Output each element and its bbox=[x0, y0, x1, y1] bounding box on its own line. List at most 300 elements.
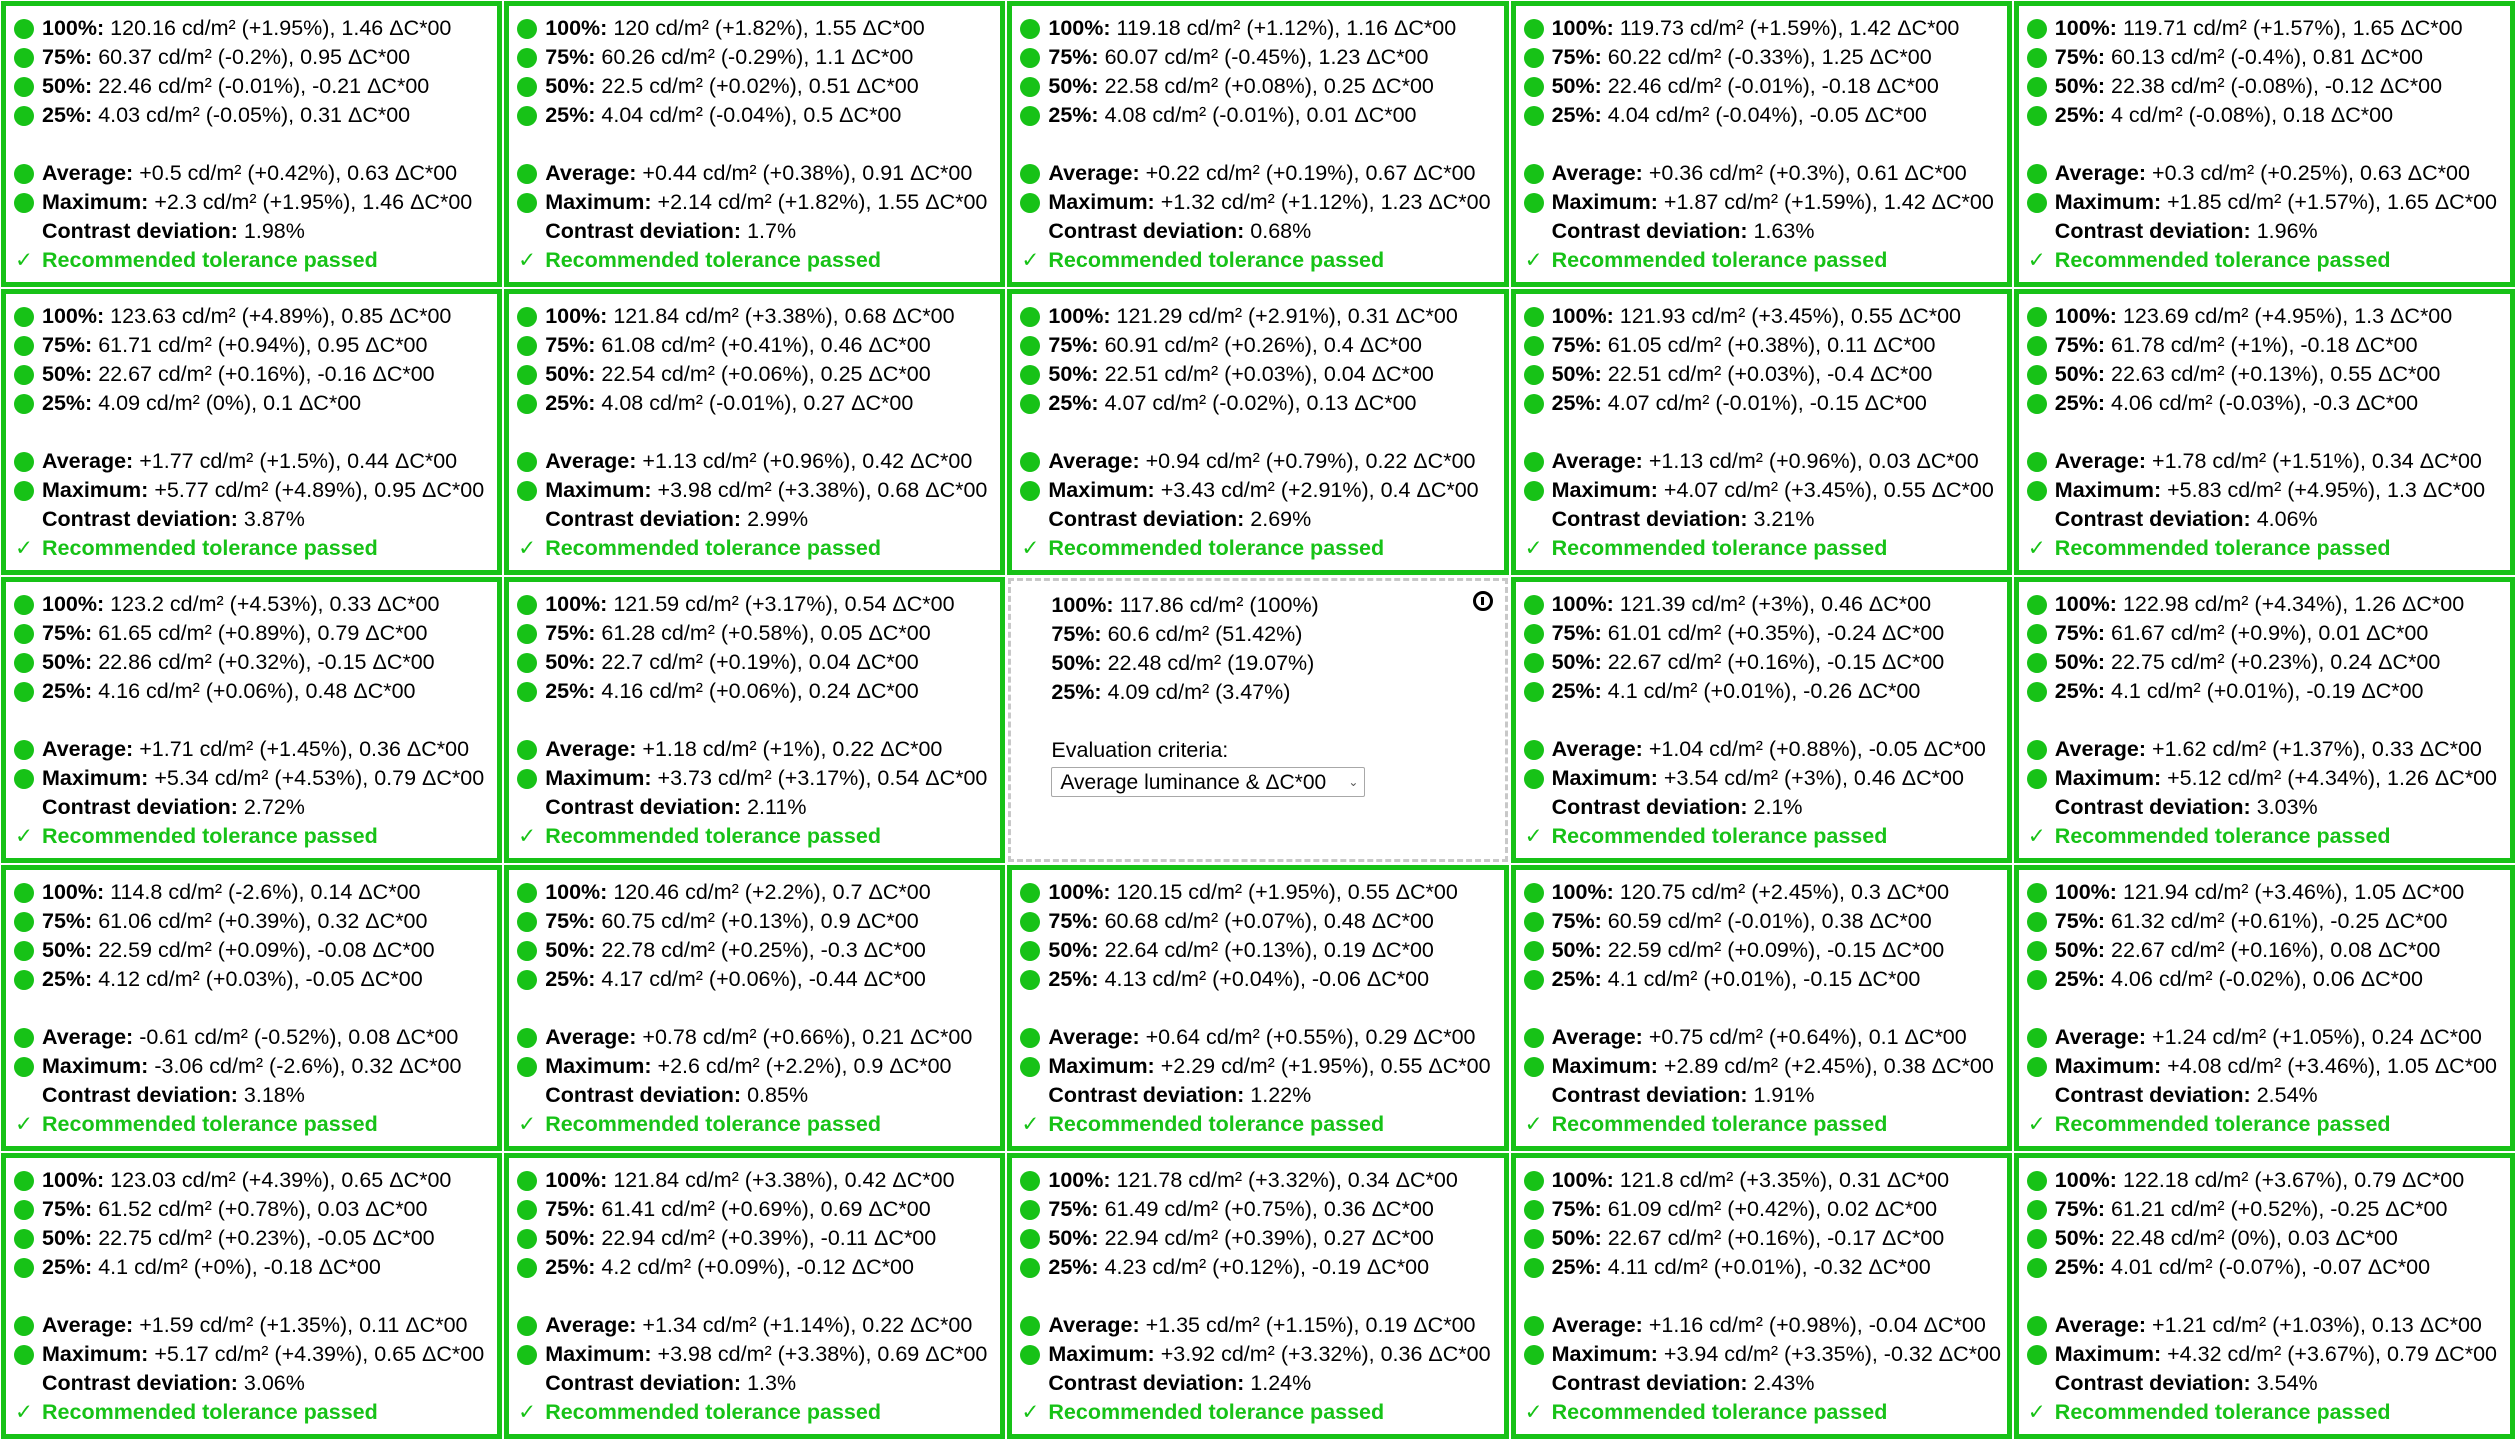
value-50: 22.38 cd/m² (-0.08%), -0.12 ΔC*00 bbox=[2111, 74, 2443, 98]
label-50: 50%: bbox=[1048, 74, 1099, 98]
label-50: 50%: bbox=[1551, 362, 1602, 386]
value-average: +1.13 cd/m² (+0.96%), 0.03 ΔC*00 bbox=[1648, 449, 1979, 473]
line-100 bbox=[517, 878, 990, 907]
label-100: 100%: bbox=[1051, 593, 1114, 617]
value-contrast: 1.7% bbox=[747, 219, 797, 243]
checkmark-icon: ✓ bbox=[518, 248, 537, 272]
line-average bbox=[1524, 1023, 1997, 1052]
line-100 bbox=[14, 878, 487, 907]
value-50: 22.46 cd/m² (-0.01%), -0.21 ΔC*00 bbox=[98, 74, 430, 98]
line-25 bbox=[1524, 389, 1997, 418]
line-result bbox=[2027, 1110, 2500, 1139]
checkmark-icon: ✓ bbox=[1021, 1400, 1040, 1424]
value-75: 61.41 cd/m² (+0.69%), 0.69 ΔC*00 bbox=[601, 1197, 931, 1221]
label-50: 50%: bbox=[2054, 1226, 2105, 1250]
line-50 bbox=[14, 72, 487, 101]
green-dot-icon bbox=[2027, 740, 2047, 760]
label-contrast: Contrast deviation: bbox=[42, 1371, 238, 1395]
line-25 bbox=[2027, 101, 2500, 130]
line-contrast bbox=[1524, 793, 1997, 822]
line-average bbox=[1020, 447, 1493, 476]
label-maximum: Maximum: bbox=[42, 190, 149, 214]
green-dot-icon bbox=[1524, 19, 1544, 39]
label-75: 75%: bbox=[42, 333, 93, 357]
measurement-cell bbox=[1511, 1, 2012, 287]
value-100: 114.8 cd/m² (-2.6%), 0.14 ΔC*00 bbox=[110, 880, 421, 904]
green-dot-icon bbox=[14, 307, 34, 327]
green-dot-icon bbox=[517, 1258, 537, 1278]
line-75 bbox=[14, 331, 487, 360]
value-50: 22.51 cd/m² (+0.03%), -0.4 ΔC*00 bbox=[1607, 362, 1933, 386]
green-dot-icon bbox=[14, 595, 34, 615]
result-passed: Recommended tolerance passed bbox=[42, 1400, 378, 1424]
label-75: 75%: bbox=[1551, 333, 1602, 357]
line-maximum bbox=[517, 1052, 990, 1081]
value-75: 61.67 cd/m² (+0.9%), 0.01 ΔC*00 bbox=[2111, 621, 2429, 645]
label-75: 75%: bbox=[545, 909, 596, 933]
green-dot-icon bbox=[1020, 1200, 1040, 1220]
result-passed: Recommended tolerance passed bbox=[1551, 1112, 1888, 1136]
criteria-select-wrap bbox=[1051, 765, 1492, 797]
value-50: 22.67 cd/m² (+0.16%), -0.17 ΔC*00 bbox=[1607, 1226, 1945, 1250]
line-75 bbox=[1524, 907, 1997, 936]
value-100: 121.8 cd/m² (+3.35%), 0.31 ΔC*00 bbox=[1619, 1168, 1950, 1192]
label-contrast: Contrast deviation: bbox=[1048, 1083, 1245, 1107]
line-average bbox=[517, 1311, 990, 1340]
value-average: +0.36 cd/m² (+0.3%), 0.61 ΔC*00 bbox=[1648, 161, 1967, 185]
label-75: 75%: bbox=[1551, 909, 1602, 933]
line-75 bbox=[517, 907, 990, 936]
label-25: 25%: bbox=[1048, 103, 1099, 127]
label-average: Average: bbox=[1048, 161, 1140, 185]
green-dot-icon bbox=[1020, 48, 1040, 68]
result-passed: Recommended tolerance passed bbox=[42, 1112, 378, 1136]
line-contrast bbox=[517, 1081, 990, 1110]
green-dot-icon bbox=[1524, 481, 1544, 501]
line-contrast bbox=[1020, 1081, 1493, 1110]
label-contrast: Contrast deviation: bbox=[1551, 507, 1748, 531]
green-dot-icon bbox=[14, 336, 34, 356]
value-25: 4.07 cd/m² (-0.01%), -0.15 ΔC*00 bbox=[1607, 391, 1927, 415]
line-25 bbox=[1020, 965, 1493, 994]
line-50 bbox=[517, 1224, 990, 1253]
green-dot-icon bbox=[1020, 452, 1040, 472]
label-25: 25%: bbox=[2054, 391, 2105, 415]
line-result bbox=[1020, 1398, 1493, 1427]
measurement-cell bbox=[504, 1153, 1005, 1439]
label-average: Average: bbox=[2054, 161, 2147, 185]
value-50: 22.54 cd/m² (+0.06%), 0.25 ΔC*00 bbox=[601, 362, 931, 386]
green-dot-icon bbox=[1524, 365, 1544, 385]
label-average: Average: bbox=[2054, 1313, 2147, 1337]
green-dot-icon bbox=[1020, 365, 1040, 385]
line-contrast bbox=[14, 1369, 487, 1398]
ref-line-75 bbox=[1051, 620, 1492, 649]
measurement-cell bbox=[2014, 1153, 2515, 1439]
line-maximum bbox=[14, 476, 487, 505]
label-maximum: Maximum: bbox=[42, 478, 149, 502]
green-dot-icon bbox=[1524, 48, 1544, 68]
criteria-label-line bbox=[1051, 736, 1492, 765]
green-dot-icon bbox=[1524, 452, 1544, 472]
value-contrast: 3.06% bbox=[243, 1371, 305, 1395]
line-result bbox=[517, 822, 990, 851]
label-100: 100%: bbox=[545, 1168, 608, 1192]
value-25: 4.06 cd/m² (-0.03%), -0.3 ΔC*00 bbox=[2111, 391, 2419, 415]
measurement-cell bbox=[504, 865, 1005, 1151]
green-dot-icon bbox=[14, 912, 34, 932]
line-50 bbox=[1020, 936, 1493, 965]
value-50: 22.67 cd/m² (+0.16%), -0.16 ΔC*00 bbox=[98, 362, 435, 386]
value-contrast: 2.1% bbox=[1753, 795, 1803, 819]
label-25: 25%: bbox=[545, 391, 596, 415]
line-25 bbox=[517, 965, 990, 994]
green-dot-icon bbox=[1524, 970, 1544, 990]
label-25: 25%: bbox=[1048, 967, 1099, 991]
green-dot-icon bbox=[2027, 164, 2047, 184]
label-50: 50%: bbox=[545, 1226, 596, 1250]
value-maximum: +1.32 cd/m² (+1.12%), 1.23 ΔC*00 bbox=[1160, 190, 1491, 214]
value-100: 121.84 cd/m² (+3.38%), 0.42 ΔC*00 bbox=[613, 1168, 955, 1192]
green-dot-icon bbox=[1020, 1258, 1040, 1278]
value-25: 4.07 cd/m² (-0.02%), 0.13 ΔC*00 bbox=[1104, 391, 1417, 415]
green-dot-icon bbox=[517, 653, 537, 673]
label-average: Average: bbox=[42, 737, 134, 761]
value-contrast: 3.03% bbox=[2256, 795, 2318, 819]
green-dot-icon bbox=[2027, 77, 2047, 97]
line-50 bbox=[2027, 936, 2500, 965]
value-75: 61.52 cd/m² (+0.78%), 0.03 ΔC*00 bbox=[98, 1197, 428, 1221]
line-100 bbox=[2027, 14, 2500, 43]
green-dot-icon bbox=[517, 394, 537, 414]
label-75: 75%: bbox=[1551, 45, 1602, 69]
green-dot-icon bbox=[14, 970, 34, 990]
line-75 bbox=[14, 907, 487, 936]
label-25: 25%: bbox=[42, 679, 93, 703]
green-dot-icon bbox=[1020, 19, 1040, 39]
green-dot-icon bbox=[2027, 19, 2047, 39]
value-25: 4.09 cd/m² (0%), 0.1 ΔC*00 bbox=[98, 391, 362, 415]
green-dot-icon bbox=[14, 740, 34, 760]
line-25 bbox=[1020, 1253, 1493, 1282]
label-25: 25%: bbox=[1551, 391, 1602, 415]
line-50 bbox=[517, 648, 990, 677]
green-dot-icon bbox=[1020, 1316, 1040, 1336]
green-dot-icon bbox=[517, 164, 537, 184]
value-maximum: +2.3 cd/m² (+1.95%), 1.46 ΔC*00 bbox=[154, 190, 473, 214]
value-100: 121.94 cd/m² (+3.46%), 1.05 ΔC*00 bbox=[2122, 880, 2465, 904]
value-25: 4.03 cd/m² (-0.05%), 0.31 ΔC*00 bbox=[98, 103, 411, 127]
label-average: Average: bbox=[42, 161, 134, 185]
line-result bbox=[14, 1110, 487, 1139]
label-75: 75%: bbox=[1551, 1197, 1602, 1221]
result-passed: Recommended tolerance passed bbox=[1551, 536, 1888, 560]
value-contrast: 3.18% bbox=[243, 1083, 305, 1107]
line-contrast bbox=[2027, 1369, 2500, 1398]
line-contrast bbox=[517, 793, 990, 822]
green-dot-icon bbox=[1020, 481, 1040, 501]
line-100 bbox=[14, 14, 487, 43]
label-contrast: Contrast deviation: bbox=[545, 1371, 742, 1395]
green-dot-icon bbox=[1020, 164, 1040, 184]
label-50: 50%: bbox=[2054, 74, 2105, 98]
label-maximum: Maximum: bbox=[545, 1054, 652, 1078]
line-average bbox=[2027, 1023, 2500, 1052]
green-dot-icon bbox=[1020, 336, 1040, 356]
line-maximum bbox=[14, 188, 487, 217]
value-average: +0.3 cd/m² (+0.25%), 0.63 ΔC*00 bbox=[2152, 161, 2470, 185]
label-contrast: Contrast deviation: bbox=[545, 795, 742, 819]
line-75 bbox=[1020, 43, 1493, 72]
green-dot-icon bbox=[1524, 653, 1544, 673]
label-75: 75%: bbox=[1051, 622, 1102, 646]
line-result bbox=[14, 246, 487, 275]
label-maximum: Maximum: bbox=[1048, 1342, 1155, 1366]
line-25 bbox=[14, 1253, 487, 1282]
green-dot-icon bbox=[517, 19, 537, 39]
green-dot-icon bbox=[1524, 941, 1544, 961]
measurement-cell bbox=[1, 1153, 502, 1439]
value-100: 121.59 cd/m² (+3.17%), 0.54 ΔC*00 bbox=[613, 592, 955, 616]
label-75: 75%: bbox=[545, 621, 596, 645]
line-100 bbox=[517, 590, 990, 619]
line-100 bbox=[1524, 14, 1997, 43]
value-100: 121.78 cd/m² (+3.32%), 0.34 ΔC*00 bbox=[1116, 1168, 1458, 1192]
label-25: 25%: bbox=[545, 1255, 596, 1279]
value-contrast: 4.06% bbox=[2256, 507, 2318, 531]
value-average: -0.61 cd/m² (-0.52%), 0.08 ΔC*00 bbox=[139, 1025, 459, 1049]
line-50 bbox=[2027, 72, 2500, 101]
measurement-cell bbox=[504, 577, 1005, 863]
line-75 bbox=[2027, 907, 2500, 936]
label-average: Average: bbox=[545, 1313, 637, 1337]
value-25: 4 cd/m² (-0.08%), 0.18 ΔC*00 bbox=[2111, 103, 2394, 127]
value-25: 4.06 cd/m² (-0.02%), 0.06 ΔC*00 bbox=[2111, 967, 2423, 991]
green-dot-icon bbox=[14, 682, 34, 702]
value-25: 4.11 cd/m² (+0.01%), -0.32 ΔC*00 bbox=[1607, 1255, 1931, 1279]
green-dot-icon bbox=[517, 941, 537, 961]
value-75: 60.22 cd/m² (-0.33%), 1.25 ΔC*00 bbox=[1607, 45, 1932, 69]
line-maximum bbox=[2027, 1340, 2500, 1369]
label-contrast: Contrast deviation: bbox=[1551, 1371, 1748, 1395]
value-100: 123.2 cd/m² (+4.53%), 0.33 ΔC*00 bbox=[110, 592, 440, 616]
line-100 bbox=[1020, 878, 1493, 907]
line-result bbox=[517, 534, 990, 563]
value-25: 4.23 cd/m² (+0.12%), -0.19 ΔC*00 bbox=[1104, 1255, 1430, 1279]
line-100 bbox=[517, 14, 990, 43]
green-dot-icon bbox=[14, 77, 34, 97]
value-100: 120.16 cd/m² (+1.95%), 1.46 ΔC*00 bbox=[110, 16, 452, 40]
checkmark-icon: ✓ bbox=[518, 1400, 537, 1424]
green-dot-icon bbox=[517, 452, 537, 472]
green-dot-icon bbox=[517, 77, 537, 97]
checkmark-icon: ✓ bbox=[518, 824, 537, 848]
value-contrast: 1.24% bbox=[1250, 1371, 1312, 1395]
line-maximum bbox=[1524, 476, 1997, 505]
label-contrast: Contrast deviation: bbox=[1048, 1371, 1245, 1395]
checkmark-icon: ✓ bbox=[2027, 1112, 2046, 1136]
checkmark-icon: ✓ bbox=[1021, 1112, 1040, 1136]
value-contrast: 2.99% bbox=[747, 507, 809, 531]
line-average bbox=[517, 735, 990, 764]
line-50 bbox=[1524, 648, 1997, 677]
value-75: 60.37 cd/m² (-0.2%), 0.95 ΔC*00 bbox=[98, 45, 411, 69]
value-average: +1.59 cd/m² (+1.35%), 0.11 ΔC*00 bbox=[139, 1313, 468, 1337]
label-contrast: Contrast deviation: bbox=[2054, 1371, 2251, 1395]
label-100: 100%: bbox=[42, 1168, 105, 1192]
label-25: 25%: bbox=[1048, 391, 1099, 415]
label-average: Average: bbox=[42, 449, 134, 473]
value-maximum: +5.12 cd/m² (+4.34%), 1.26 ΔC*00 bbox=[2167, 766, 2497, 790]
info-icon[interactable] bbox=[1473, 591, 1493, 611]
result-passed: Recommended tolerance passed bbox=[545, 248, 881, 272]
ref-value-75: 60.6 cd/m² (51.42%) bbox=[1107, 622, 1303, 646]
green-dot-icon bbox=[517, 1316, 537, 1336]
green-dot-icon bbox=[2027, 1200, 2047, 1220]
line-50 bbox=[517, 360, 990, 389]
value-average: +0.44 cd/m² (+0.38%), 0.91 ΔC*00 bbox=[642, 161, 973, 185]
result-passed: Recommended tolerance passed bbox=[1551, 248, 1888, 272]
green-dot-icon bbox=[1020, 1345, 1040, 1365]
line-75 bbox=[14, 619, 487, 648]
measurement-cell bbox=[1511, 865, 2012, 1151]
value-maximum: +2.29 cd/m² (+1.95%), 0.55 ΔC*00 bbox=[1160, 1054, 1491, 1078]
checkmark-icon: ✓ bbox=[1021, 248, 1040, 272]
line-result bbox=[1524, 1110, 1997, 1139]
label-maximum: Maximum: bbox=[2054, 766, 2162, 790]
value-contrast: 3.21% bbox=[1753, 507, 1815, 531]
line-25 bbox=[517, 677, 990, 706]
green-dot-icon bbox=[1524, 1316, 1544, 1336]
green-dot-icon bbox=[517, 1229, 537, 1249]
measurement-cell bbox=[2014, 289, 2515, 575]
line-result bbox=[14, 534, 487, 563]
line-100 bbox=[2027, 590, 2500, 619]
label-100: 100%: bbox=[1551, 16, 1614, 40]
label-maximum: Maximum: bbox=[1551, 190, 1658, 214]
value-contrast: 1.96% bbox=[2256, 219, 2318, 243]
measurement-cell bbox=[1511, 1153, 2012, 1439]
value-maximum: +1.85 cd/m² (+1.57%), 1.65 ΔC*00 bbox=[2167, 190, 2497, 214]
label-75: 75%: bbox=[42, 621, 93, 645]
green-dot-icon bbox=[517, 365, 537, 385]
line-result bbox=[2027, 534, 2500, 563]
value-25: 4.1 cd/m² (+0.01%), -0.26 ΔC*00 bbox=[1607, 679, 1921, 703]
label-50: 50%: bbox=[2054, 938, 2105, 962]
green-dot-icon bbox=[2027, 452, 2047, 472]
line-average bbox=[14, 159, 487, 188]
value-50: 22.67 cd/m² (+0.16%), 0.08 ΔC*00 bbox=[2111, 938, 2441, 962]
value-75: 61.65 cd/m² (+0.89%), 0.79 ΔC*00 bbox=[98, 621, 428, 645]
label-contrast: Contrast deviation: bbox=[1551, 795, 1748, 819]
green-dot-icon bbox=[14, 1229, 34, 1249]
label-maximum: Maximum: bbox=[1048, 190, 1155, 214]
green-dot-icon bbox=[14, 941, 34, 961]
value-maximum: +4.07 cd/m² (+3.45%), 0.55 ΔC*00 bbox=[1663, 478, 1994, 502]
label-maximum: Maximum: bbox=[1551, 478, 1658, 502]
line-contrast bbox=[517, 217, 990, 246]
green-dot-icon bbox=[517, 1028, 537, 1048]
checkmark-icon: ✓ bbox=[1524, 824, 1543, 848]
line-75 bbox=[1020, 331, 1493, 360]
value-contrast: 2.43% bbox=[1753, 1371, 1815, 1395]
value-contrast: 2.72% bbox=[243, 795, 305, 819]
green-dot-icon bbox=[1524, 1229, 1544, 1249]
value-maximum: -3.06 cd/m² (-2.6%), 0.32 ΔC*00 bbox=[154, 1054, 462, 1078]
measurement-cell bbox=[1511, 577, 2012, 863]
line-25 bbox=[2027, 1253, 2500, 1282]
green-dot-icon bbox=[1524, 164, 1544, 184]
value-average: +1.35 cd/m² (+1.15%), 0.19 ΔC*00 bbox=[1145, 1313, 1476, 1337]
label-100: 100%: bbox=[545, 880, 608, 904]
green-dot-icon bbox=[1524, 1171, 1544, 1191]
label-25: 25%: bbox=[545, 967, 596, 991]
label-average: Average: bbox=[2054, 737, 2147, 761]
green-dot-icon bbox=[14, 106, 34, 126]
label-average: Average: bbox=[1551, 1025, 1643, 1049]
line-50 bbox=[14, 936, 487, 965]
line-75 bbox=[2027, 43, 2500, 72]
green-dot-icon bbox=[2027, 193, 2047, 213]
label-25: 25%: bbox=[42, 103, 93, 127]
value-maximum: +5.77 cd/m² (+4.89%), 0.95 ΔC*00 bbox=[154, 478, 485, 502]
evaluation-criteria-select[interactable] bbox=[1051, 767, 1365, 797]
value-25: 4.1 cd/m² (+0%), -0.18 ΔC*00 bbox=[98, 1255, 381, 1279]
label-50: 50%: bbox=[545, 938, 596, 962]
green-dot-icon bbox=[1524, 394, 1544, 414]
value-100: 122.18 cd/m² (+3.67%), 0.79 ΔC*00 bbox=[2122, 1168, 2465, 1192]
value-contrast: 2.54% bbox=[2256, 1083, 2318, 1107]
value-contrast: 0.68% bbox=[1250, 219, 1312, 243]
label-average: Average: bbox=[545, 161, 637, 185]
line-contrast bbox=[1524, 1369, 1997, 1398]
green-dot-icon bbox=[2027, 1316, 2047, 1336]
value-75: 60.13 cd/m² (-0.4%), 0.81 ΔC*00 bbox=[2111, 45, 2423, 69]
green-dot-icon bbox=[1524, 682, 1544, 702]
line-average bbox=[1020, 159, 1493, 188]
line-50 bbox=[14, 1224, 487, 1253]
line-100 bbox=[14, 302, 487, 331]
line-75 bbox=[517, 619, 990, 648]
value-100: 121.29 cd/m² (+2.91%), 0.31 ΔC*00 bbox=[1116, 304, 1458, 328]
value-25: 4.16 cd/m² (+0.06%), 0.48 ΔC*00 bbox=[98, 679, 416, 703]
label-100: 100%: bbox=[2054, 880, 2117, 904]
value-maximum: +5.17 cd/m² (+4.39%), 0.65 ΔC*00 bbox=[154, 1342, 485, 1366]
green-dot-icon bbox=[517, 193, 537, 213]
green-dot-icon bbox=[2027, 1171, 2047, 1191]
line-maximum bbox=[1020, 1052, 1493, 1081]
value-average: +1.21 cd/m² (+1.03%), 0.13 ΔC*00 bbox=[2152, 1313, 2482, 1337]
result-passed: Recommended tolerance passed bbox=[545, 1112, 881, 1136]
green-dot-icon bbox=[1524, 1200, 1544, 1220]
label-100: 100%: bbox=[2054, 304, 2117, 328]
line-25 bbox=[1524, 1253, 1997, 1282]
value-100: 121.84 cd/m² (+3.38%), 0.68 ΔC*00 bbox=[613, 304, 955, 328]
label-50: 50%: bbox=[1551, 650, 1602, 674]
line-average bbox=[2027, 159, 2500, 188]
result-passed: Recommended tolerance passed bbox=[42, 824, 378, 848]
line-maximum bbox=[517, 188, 990, 217]
green-dot-icon bbox=[2027, 912, 2047, 932]
green-dot-icon bbox=[14, 1057, 34, 1077]
value-maximum: +1.87 cd/m² (+1.59%), 1.42 ΔC*00 bbox=[1663, 190, 1994, 214]
label-50: 50%: bbox=[42, 650, 93, 674]
line-100 bbox=[1020, 1166, 1493, 1195]
value-maximum: +3.98 cd/m² (+3.38%), 0.69 ΔC*00 bbox=[657, 1342, 988, 1366]
result-passed: Recommended tolerance passed bbox=[42, 248, 378, 272]
green-dot-icon bbox=[1524, 1345, 1544, 1365]
label-50: 50%: bbox=[1551, 938, 1602, 962]
